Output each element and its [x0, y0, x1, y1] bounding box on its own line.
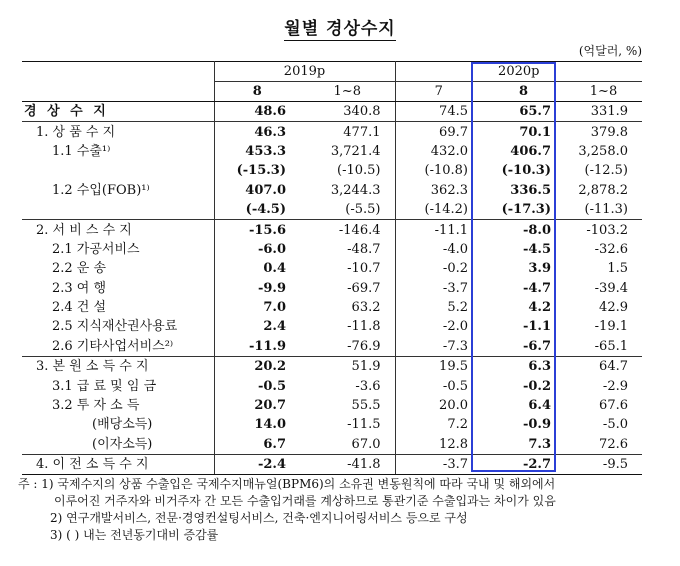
cell-value: 362.3 — [395, 181, 482, 200]
row-label: 1.2 수입(FOB)¹⁾ — [52, 182, 150, 198]
header-row-years — [22, 62, 642, 82]
cell-value: 72.6 — [599, 436, 628, 452]
cell-value: (-17.3) — [501, 202, 551, 218]
cell-value: 42.9 — [599, 300, 628, 316]
table-row — [22, 317, 642, 336]
table-row — [22, 298, 642, 317]
cell-value: -39.4 — [594, 280, 628, 296]
table-row — [22, 142, 642, 161]
cell-value: -9.9 — [214, 279, 300, 298]
cell-value: -3.7 — [395, 279, 482, 298]
cell-value: 65.7 — [482, 102, 565, 122]
year-2019-header: 2019p — [214, 62, 395, 82]
cell-value: 7.0 — [214, 298, 300, 317]
cell-value: -0.5 — [395, 376, 482, 395]
cell-value: -0.9 — [522, 417, 551, 433]
cell-value: 432.0 — [395, 142, 482, 161]
row-label: 3. 본 원 소 득 수 지 — [22, 357, 214, 377]
cell-value: 19.5 — [395, 357, 482, 377]
table-row — [22, 161, 642, 180]
cell-value: 6.4 — [528, 398, 551, 414]
table-row — [22, 455, 642, 475]
cell-value: -6.7 — [522, 338, 551, 354]
cell-value: -0.5 — [214, 376, 300, 395]
cell-value: 20.2 — [214, 357, 300, 377]
row-label: (이자소득) — [92, 436, 153, 452]
cell-value: 331.9 — [565, 102, 642, 122]
cell-value: 379.8 — [590, 124, 628, 140]
cell-value: (-11.3) — [584, 202, 628, 218]
row-label: 2.5 지식재산권사용료 — [52, 319, 178, 335]
table-row — [22, 259, 642, 278]
cell-value: -10.7 — [347, 261, 381, 277]
table-row — [22, 220, 642, 240]
table-row — [22, 122, 642, 142]
cell-value: 46.3 — [214, 122, 300, 142]
row-label: 2.1 가공서비스 — [52, 241, 140, 257]
cell-value: 3,244.3 — [330, 182, 381, 198]
cell-value: -3.7 — [395, 455, 482, 475]
cell-value: -0.2 — [395, 259, 482, 278]
footnote-1: 주 : 1) 국제수지의 상품 수출입은 국제수지매뉴얼(BPM6)의 소유권 변동원칙에 따라 국내 및 해외에서 — [18, 477, 556, 491]
row-label: 4. 이 전 소 득 수 지 — [22, 455, 214, 475]
row-label: 3.2 투 자 소 득 — [52, 398, 140, 414]
cell-value: 51.9 — [300, 357, 395, 377]
balance-table — [22, 61, 642, 475]
cell-value: -7.3 — [395, 337, 482, 357]
cell-value: -32.6 — [594, 241, 628, 257]
col-2020-1-8: 1~8 — [565, 82, 642, 102]
cell-value: 69.7 — [395, 122, 482, 142]
cell-value: 20.0 — [395, 396, 482, 415]
cell-value: 0.4 — [214, 259, 300, 278]
cell-value: -6.0 — [214, 240, 300, 259]
cell-value: 67.0 — [351, 436, 381, 452]
cell-value: -5.0 — [602, 417, 628, 433]
cell-value: 64.7 — [565, 357, 642, 377]
cell-value: 2,878.2 — [578, 182, 628, 198]
cell-value: 63.2 — [351, 300, 381, 316]
cell-value: 55.5 — [351, 398, 381, 414]
cell-value: -19.1 — [594, 319, 628, 335]
cell-value: 67.6 — [599, 398, 628, 414]
cell-value: 12.8 — [395, 435, 482, 455]
row-label: 경 상 수 지 — [22, 102, 214, 122]
row-label: 1. 상 품 수 지 — [36, 124, 116, 140]
table-row — [22, 240, 642, 259]
footnote-1-cont: 이루어진 거주자와 비거주자 간 모든 수출입거래를 계상하므로 통관기준 수출입과는 차이가 있음 — [54, 494, 556, 508]
cell-value: 3.9 — [528, 261, 551, 277]
cell-value: -48.7 — [347, 241, 381, 257]
cell-value: -2.4 — [214, 455, 300, 475]
cell-value: -15.6 — [214, 220, 300, 240]
table-row — [22, 279, 642, 298]
row-label: 2.2 운 송 — [52, 261, 107, 277]
cell-value: 7.3 — [528, 436, 551, 452]
table-row — [22, 396, 642, 415]
col-2020-8: 8 — [482, 82, 565, 102]
col-2019-8: 8 — [214, 82, 300, 102]
cell-value: (-5.5) — [345, 202, 381, 218]
cell-value: (-12.5) — [584, 163, 628, 179]
table-row — [22, 200, 642, 220]
cell-value: -65.1 — [594, 338, 628, 354]
cell-value: -4.0 — [395, 240, 482, 259]
cell-value: -3.6 — [355, 378, 381, 394]
cell-value: 20.7 — [214, 396, 300, 415]
row-label: 2. 서 비 스 수 지 — [22, 220, 214, 240]
cell-value: -2.7 — [482, 455, 565, 475]
cell-value: 3,258.0 — [578, 143, 628, 159]
table-row — [22, 357, 642, 377]
table-row — [22, 435, 642, 455]
col-2019-1-8: 1~8 — [300, 82, 395, 102]
row-label: (배당소득) — [92, 417, 153, 433]
cell-value: 477.1 — [343, 124, 381, 140]
cell-value: 6.7 — [214, 435, 300, 455]
cell-value: 6.3 — [482, 357, 565, 377]
cell-value: -41.8 — [300, 455, 395, 475]
cell-value: 48.6 — [214, 102, 300, 122]
cell-value: -4.7 — [522, 280, 551, 296]
table-row — [22, 415, 642, 434]
row-label — [22, 161, 214, 180]
cell-value: 74.5 — [395, 102, 482, 122]
cell-value: 7.2 — [395, 415, 482, 434]
row-label: 2.3 여 행 — [52, 280, 107, 296]
row-label: 2.4 건 설 — [52, 300, 107, 316]
cell-value: -1.1 — [522, 319, 551, 335]
row-label — [22, 200, 214, 220]
cell-value: (-10.5) — [337, 163, 381, 179]
cell-value: 4.2 — [528, 300, 551, 316]
year-2020-header: 2020p — [395, 62, 642, 82]
cell-value: 70.1 — [519, 124, 551, 140]
cell-value: -11.9 — [214, 337, 300, 357]
cell-value: 336.5 — [510, 182, 551, 198]
cell-value: -2.0 — [395, 317, 482, 336]
cell-value: -9.5 — [565, 455, 642, 475]
footnotes — [18, 476, 668, 544]
cell-value: 406.7 — [510, 143, 551, 159]
cell-value: (-14.2) — [395, 200, 482, 220]
cell-value: -146.4 — [300, 220, 395, 240]
table-row — [22, 337, 642, 357]
table-row — [22, 181, 642, 200]
row-label: 2.6 기타사업서비스²⁾ — [52, 338, 174, 354]
cell-value: -4.5 — [522, 241, 551, 257]
cell-value: (-10.3) — [501, 163, 551, 179]
row-label: 3.1 급 료 및 임 금 — [52, 378, 157, 394]
table-row — [22, 102, 642, 122]
table-title: 월별 경상수지 — [284, 19, 396, 39]
cell-value: -76.9 — [347, 338, 381, 354]
footnote-3: 3) ( ) 내는 전년동기대비 증감률 — [50, 528, 219, 542]
cell-value: 340.8 — [300, 102, 395, 122]
row-label: 1.1 수출¹⁾ — [52, 143, 111, 159]
cell-value: (-4.5) — [214, 200, 300, 220]
cell-value: (-10.8) — [395, 161, 482, 180]
cell-value: 2.4 — [214, 317, 300, 336]
cell-value: (-15.3) — [214, 161, 300, 180]
cell-value: -0.2 — [522, 378, 551, 394]
cell-value: -103.2 — [565, 220, 642, 240]
cell-value: -2.9 — [602, 378, 628, 394]
cell-value: -11.8 — [347, 319, 381, 335]
cell-value: 407.0 — [214, 181, 300, 200]
col-2020-7: 7 — [395, 82, 482, 102]
cell-value: 5.2 — [395, 298, 482, 317]
table-row — [22, 376, 642, 395]
cell-value: -11.1 — [395, 220, 482, 240]
cell-value: 1.5 — [607, 261, 628, 277]
cell-value: 3,721.4 — [330, 143, 381, 159]
cell-value: 14.0 — [214, 415, 300, 434]
unit-label: (억달러, %) — [578, 44, 642, 58]
cell-value: 453.3 — [214, 142, 300, 161]
cell-value: -8.0 — [482, 220, 565, 240]
cell-value: -69.7 — [347, 280, 381, 296]
cell-value: -11.5 — [347, 417, 381, 433]
footnote-2: 2) 연구개발서비스, 전문·경영컨설팅서비스, 건축·엔지니어링서비스 등으로 구성 — [50, 511, 468, 525]
